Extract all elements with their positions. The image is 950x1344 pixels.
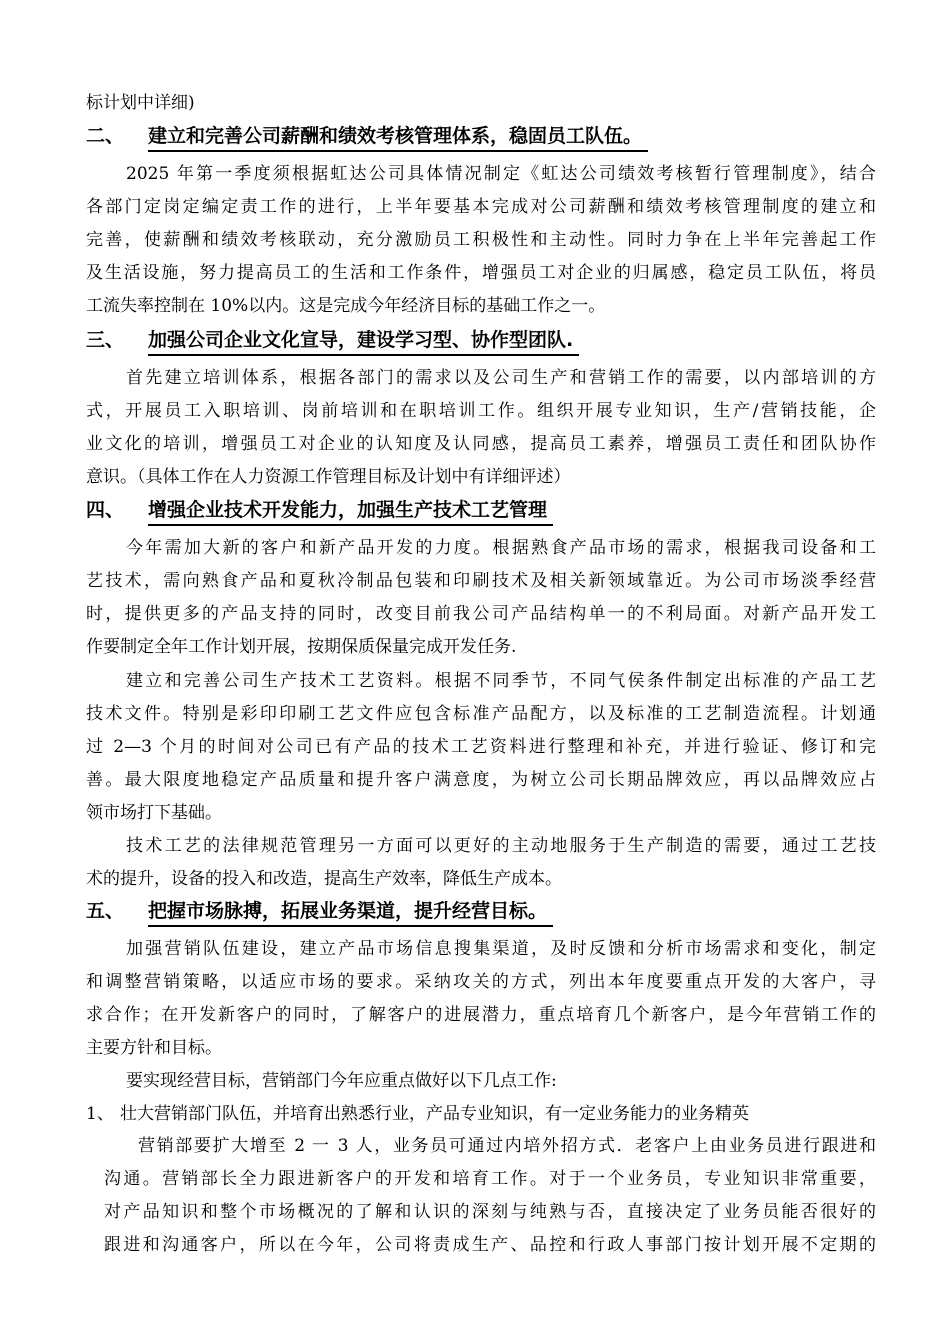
paragraph-line: 艺技术，需向熟食产品和夏秋冷制品包装和印刷技术及相关新领域靠近。为公司市场淡季经营 <box>86 571 876 591</box>
paragraph-line: 营销部要扩大增至 2 一 3 人，业务员可通过内培外招方式．老客户上由业务员进行跟进和 <box>138 1136 876 1156</box>
section-heading-4 <box>86 497 876 525</box>
paragraph-line: 时，提供更多的产品支持的同时，改变目前我公司产品结构单一的不利局面。对新产品开发工 <box>86 604 876 624</box>
list-item-title: 壮大营销部门队伍，并培育出熟悉行业，产品专业知识，有一定业务能力的业务精英 <box>120 1104 749 1124</box>
section-heading-3 <box>86 327 876 355</box>
paragraph-line: 领市场打下基础。 <box>86 803 222 823</box>
paragraph-line: 对产品知识和整个市场概况的了解和认识的深刻与纯熟与否，直接决定了业务员能否很好的 <box>104 1202 876 1222</box>
list-item-heading <box>86 1103 876 1125</box>
paragraph-line: 加强营销队伍建设，建立产品市场信息搜集渠道，及时反馈和分析市场需求和变化，制定 <box>126 939 876 959</box>
paragraph-line: 求合作；在开发新客户的同时，了解客户的进展潜力，重点培育几个新客户，是今年营销工作的 <box>86 1005 876 1025</box>
section-title: 加强公司企业文化宣导，建设学习型、协作型团队. <box>148 327 579 356</box>
paragraph-line: 业文化的培训，增强员工对企业的认知度及认同感，提高员工素养，增强员工责任和团队协作 <box>86 434 876 454</box>
paragraph-line: 作要制定全年工作计划开展，按期保质保量完成开发任务. <box>86 637 517 657</box>
paragraph-line: 各部门定岗定编定责工作的进行，上半年要基本完成对公司薪酬和绩效考核管理制度的建立和 <box>86 197 876 217</box>
section-number: 五、 <box>86 900 125 922</box>
paragraph-line: 沟通。营销部长全力跟进新客户的开发和培育工作。对于一个业务员，专业知识非常重要， <box>104 1169 876 1189</box>
section-number: 三、 <box>86 329 125 351</box>
paragraph-line: 主要方针和目标。 <box>86 1038 222 1058</box>
section-heading-2 <box>86 123 876 151</box>
paragraph-line: 要实现经营目标，营销部门今年应重点做好以下几点工作: <box>126 1071 557 1091</box>
paragraph-line: 2025 年第一季度须根据虹达公司具体情况制定《虹达公司绩效考核暂行管理制度》，结合 <box>126 164 876 184</box>
section-title: 把握市场脉搏，拓展业务渠道，提升经营目标。 <box>148 898 553 927</box>
paragraph-line: 术的提升，设备的投入和改造，提高生产效率，降低生产成本。 <box>86 869 562 889</box>
section-heading-5 <box>86 898 876 926</box>
paragraph-line: 技术文件。特别是彩印印刷工艺文件应包含标准产品配方，以及标准的工艺制造流程。计划通 <box>86 704 876 724</box>
paragraph-line: 完善，使薪酬和绩效考核联动，充分激励员工积极性和主动性。同时力争在上半年完善起工作 <box>86 230 876 250</box>
paragraph-line: 过 2—3 个月的时间对公司已有产品的技术工艺资料进行整理和补充，并进行验证、修订和完 <box>86 737 876 757</box>
paragraph-line: 及生活设施，努力提高员工的生活和工作条件，增强员工对企业的归属感，稳定员工队伍，将员 <box>86 263 876 283</box>
paragraph-line: 和调整营销策略，以适应市场的要求。采纳攻关的方式，列出本年度要重点开发的大客户，寻 <box>86 972 876 992</box>
list-item-number: 1、 <box>86 1104 114 1124</box>
paragraph-line: 首先建立培训体系，根据各部门的需求以及公司生产和营销工作的需要，以内部培训的方 <box>126 368 876 388</box>
paragraph-line: 技术工艺的法律规范管理另一方面可以更好的主动地服务于生产制造的需要，通过工艺技 <box>126 836 876 856</box>
paragraph-line: 今年需加大新的客户和新产品开发的力度。根据熟食产品市场的需求，根据我司设备和工 <box>126 538 876 558</box>
paragraph-line: 善。最大限度地稳定产品质量和提升客户满意度，为树立公司长期品牌效应，再以品牌效应占 <box>86 770 876 790</box>
section-number: 二、 <box>86 125 125 147</box>
paragraph-line: 建立和完善公司生产技术工艺资料。根据不同季节，不同气侯条件制定出标准的产品工艺 <box>126 671 876 691</box>
paragraph-line: 式，开展员工入职培训、岗前培训和在职培训工作。组织开展专业知识，生产/营销技能，企 <box>86 401 876 421</box>
section-title: 增强企业技术开发能力，加强生产技术工艺管理 <box>148 497 553 526</box>
paragraph-line: 意识。（具体工作在人力资源工作管理目标及计划中有详细评述） <box>86 467 571 487</box>
paragraph-line: 工流失率控制在 10%以内。这是完成今年经济目标的基础工作之一。 <box>86 296 606 316</box>
top-line: 标计划中详细) <box>86 93 195 113</box>
paragraph-line: 跟进和沟通客户，所以在今年，公司将责成生产、品控和行政人事部门按计划开展不定期的 <box>104 1235 876 1255</box>
section-number: 四、 <box>86 499 125 521</box>
section-title: 建立和完善公司薪酬和绩效考核管理体系，稳固员工队伍。 <box>148 123 648 152</box>
